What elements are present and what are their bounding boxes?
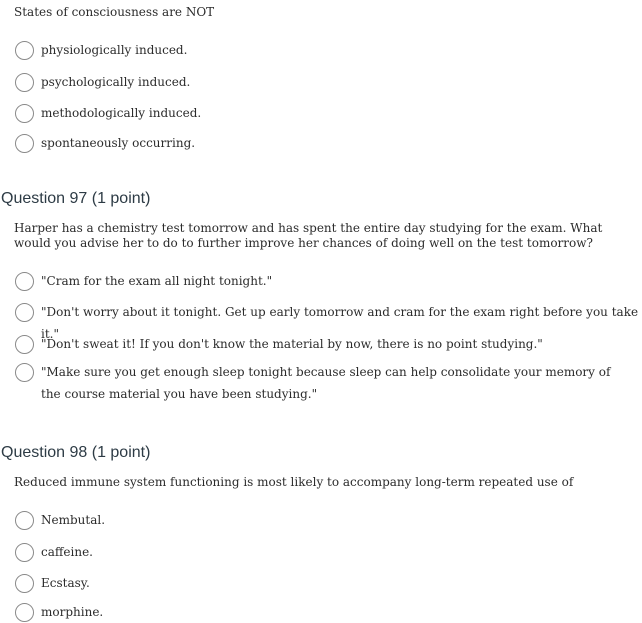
option-label: "Cram for the exam all night tonight." [41,274,273,288]
question-97-option-4[interactable] [15,365,616,405]
radio-button[interactable] [15,104,34,123]
option-label: morphine. [41,605,104,619]
radio-button[interactable] [15,272,34,291]
question-96-option-1[interactable] [15,43,187,61]
question-number: Question 97 [1,190,88,207]
question-97-option-1[interactable] [15,274,272,292]
option-label: physiologically induced. [41,43,188,57]
option-label: "Make sure you get enough sleep tonight because sleep can help consolidate your memory of the course material you have been studying." [41,365,611,401]
radio-button[interactable] [15,73,34,92]
option-label: caffeine. [41,545,93,559]
radio-button[interactable] [15,335,34,354]
option-label: Nembutal. [41,513,106,527]
option-label: Ecstasy. [41,576,90,590]
option-label: methodologically induced. [41,106,202,120]
question-98-heading [1,444,150,462]
radio-button[interactable] [15,574,34,593]
question-number: Question 98 [1,444,88,461]
radio-button[interactable] [15,303,34,322]
radio-button[interactable] [15,134,34,153]
question-98-prompt: Reduced immune system functioning is most likely to accompany long-term repeated use of [14,475,574,489]
question-97-prompt: Harper has a chemistry test tomorrow and has spent the entire day studying for the exam. What would you advise her to do to further improve her chances of doing well on the test tomorrow? [14,221,603,250]
radio-button[interactable] [15,511,34,530]
question-points: (1 point) [91,190,151,207]
radio-button[interactable] [15,41,34,60]
radio-button[interactable] [15,363,34,382]
question-98-option-1[interactable] [15,513,105,531]
question-98-option-3[interactable] [15,576,90,594]
radio-button[interactable] [15,603,34,622]
option-label: "Don't sweat it! If you don't know the material by now, there is no point studying." [41,337,543,351]
question-96-option-4[interactable] [15,136,195,154]
question-97-heading [1,190,150,208]
question-96-option-2[interactable] [15,75,190,93]
question-98-option-4[interactable] [15,605,103,623]
question-points: (1 point) [91,444,151,461]
option-label: spontaneously occurring. [41,136,196,150]
question-97-option-3[interactable] [15,337,543,355]
question-96-prompt: States of consciousness are NOT [14,5,215,19]
question-96-option-3[interactable] [15,106,201,124]
question-98-option-2[interactable] [15,545,93,563]
option-label: "Don't worry about it tonight. Get up early tomorrow and cram for the exam right before you take it." [41,305,639,341]
radio-button[interactable] [15,543,34,562]
option-label: psychologically induced. [41,75,191,89]
